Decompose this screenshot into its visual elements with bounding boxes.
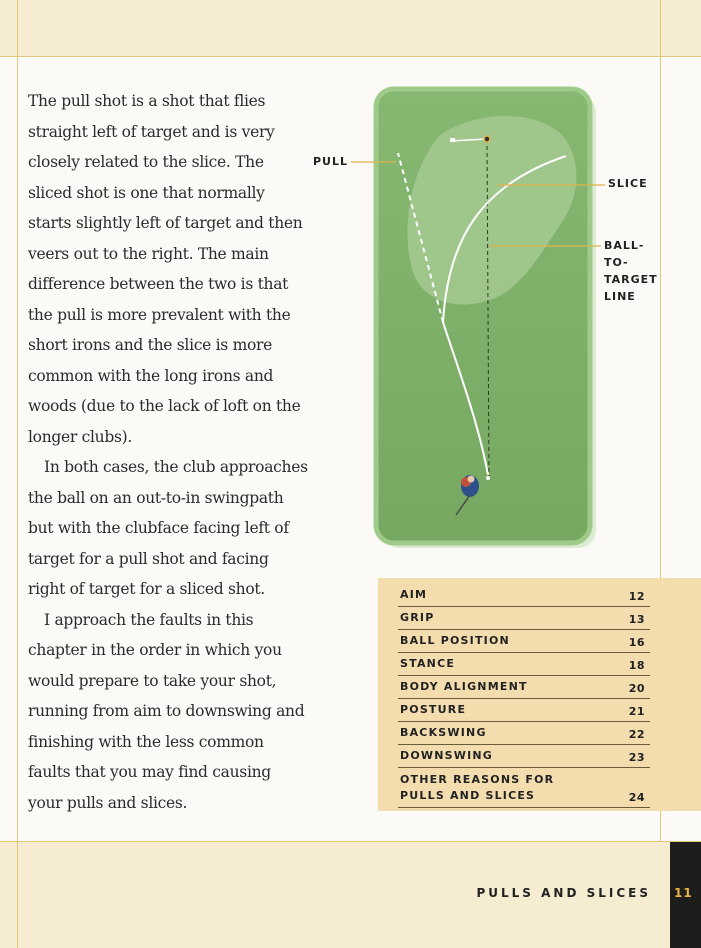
contents-item[interactable]: BALL POSITION 16 [398, 630, 650, 653]
contents-item[interactable]: POSTURE 21 [398, 699, 650, 722]
bottom-rule [0, 841, 701, 842]
left-rule [17, 0, 18, 948]
paragraph-2: In both cases, the club approaches the ball on an out-to-in swingpath but with the clubface facing left of target for a pull shot and facing right of target for a sliced shot. [28, 458, 308, 598]
contents-item[interactable]: GRIP 13 [398, 607, 650, 630]
page-number: 11 [674, 886, 693, 900]
pull-slice-diagram [308, 82, 688, 562]
slice-label: SLICE [608, 177, 648, 190]
top-margin-band [0, 0, 701, 56]
contents-item[interactable]: OTHER REASONS FOR PULLS AND SLICES 24 [398, 768, 650, 808]
paragraph-1: The pull shot is a shot that flies straight left of target and is very closely related to the slice. The sliced shot is one that normally starts slightly left of target and then veers out to the right. The main difference between the two is that the pull is more prevalent with the short irons and the slice is more common with the long irons and woods (due to the lack of loft on the longer clubs). [28, 92, 303, 446]
contents-list [398, 584, 650, 808]
hole-icon [484, 136, 490, 142]
contents-item[interactable]: DOWNSWING 23 [398, 745, 650, 768]
ball-to-target-line-label: BALL- TO- TARGET LINE [604, 239, 658, 303]
paragraph-3: I approach the faults in this chapter in the order in which you would prepare to take your shot, running from aim to downswing and finishing with the less common faults that you may find causing your pulls and slices. [28, 610, 305, 812]
pull-label: PULL [313, 155, 349, 168]
top-rule [0, 56, 701, 57]
contents-item[interactable]: STANCE 18 [398, 653, 650, 676]
contents-item[interactable]: BODY ALIGNMENT 20 [398, 676, 650, 699]
body-text [28, 86, 308, 818]
flag-tip [450, 138, 455, 142]
running-footer-title: PULLS AND SLICES [476, 886, 651, 900]
contents-item[interactable]: BACKSWING 22 [398, 722, 650, 745]
contents-item[interactable]: AIM 12 [398, 584, 650, 607]
